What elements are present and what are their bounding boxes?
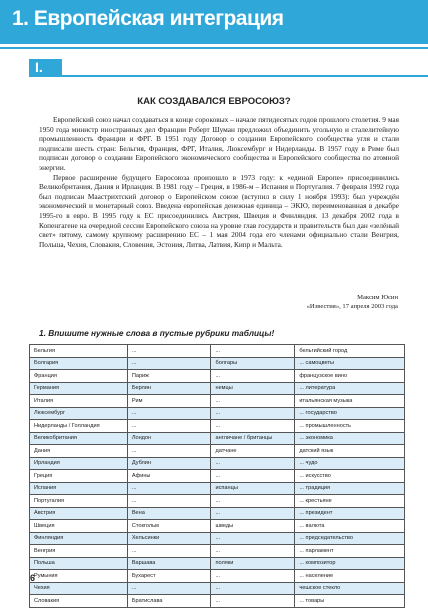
table-cell-blank[interactable]: ... председательство: [295, 532, 405, 545]
table-row: [30, 495, 405, 508]
table-cell: немцы: [211, 382, 295, 395]
table-cell-blank[interactable]: ...: [127, 420, 211, 433]
table-cell-blank[interactable]: ...: [127, 582, 211, 595]
table-row: [30, 470, 405, 483]
table-cell: болгары: [211, 357, 295, 370]
table-cell: Париж: [127, 370, 211, 383]
article-source: «Известия», 17 апреля 2003 года: [306, 303, 398, 310]
table-cell: англичане / британцы: [211, 432, 295, 445]
table-row: [30, 570, 405, 583]
article-body: [39, 115, 399, 249]
section-number: I.: [35, 59, 43, 75]
table-cell-blank[interactable]: ...: [211, 507, 295, 520]
table-cell-blank[interactable]: ...: [211, 495, 295, 508]
table-cell-blank[interactable]: ...: [211, 420, 295, 433]
table-cell: Швеция: [30, 520, 128, 533]
chapter-divider: [0, 47, 428, 49]
table-cell-blank[interactable]: ... государство: [295, 407, 405, 420]
table-cell-blank[interactable]: ... традиция: [295, 482, 405, 495]
table-cell-blank[interactable]: ... промышленность: [295, 420, 405, 433]
table-row: [30, 582, 405, 595]
table-cell-blank[interactable]: ... чудо: [295, 457, 405, 470]
table-row: [30, 532, 405, 545]
table-cell-blank[interactable]: ... композитор: [295, 557, 405, 570]
table-cell-blank[interactable]: ...: [211, 395, 295, 408]
table-row: [30, 445, 405, 458]
table-cell: Италия: [30, 395, 128, 408]
table-cell-blank[interactable]: ...: [211, 407, 295, 420]
table-cell-blank[interactable]: ...: [127, 495, 211, 508]
table-cell: Германия: [30, 382, 128, 395]
table-cell-blank[interactable]: ...: [127, 345, 211, 358]
table-row: [30, 382, 405, 395]
table-row: [30, 345, 405, 358]
table-cell-blank[interactable]: ...: [211, 370, 295, 383]
table-cell: поляки: [211, 557, 295, 570]
table-cell: Словакия: [30, 595, 128, 608]
table-cell-blank[interactable]: ...: [211, 457, 295, 470]
table-cell: чешское стекло: [295, 582, 405, 595]
table-cell: датчане: [211, 445, 295, 458]
table-cell: Дания: [30, 445, 128, 458]
table-cell: Румыния: [30, 570, 128, 583]
table-cell-blank[interactable]: ... товары: [295, 595, 405, 608]
table-row: [30, 357, 405, 370]
table-cell-blank[interactable]: ...: [211, 582, 295, 595]
table-cell-blank[interactable]: ... экономика: [295, 432, 405, 445]
table-cell-blank[interactable]: ...: [211, 532, 295, 545]
table-row: [30, 420, 405, 433]
table-cell: Ирландия: [30, 457, 128, 470]
table-row: [30, 545, 405, 558]
table-cell-blank[interactable]: ... искусство: [295, 470, 405, 483]
table-row: [30, 557, 405, 570]
table-cell: Великобритания: [30, 432, 128, 445]
chapter-header-band: [0, 0, 428, 44]
table-cell: Болгария: [30, 357, 128, 370]
table-cell: бельгийский город: [295, 345, 405, 358]
table-cell: Бельгия: [30, 345, 128, 358]
table-cell-blank[interactable]: ...: [211, 545, 295, 558]
section-divider: [62, 75, 428, 77]
table-cell: Вена: [127, 507, 211, 520]
table-cell: Финляндия: [30, 532, 128, 545]
table-cell: французское вино: [295, 370, 405, 383]
table-cell-blank[interactable]: ... литература: [295, 382, 405, 395]
table-row: [30, 520, 405, 533]
table-cell: испанцы: [211, 482, 295, 495]
article-title: КАК СОЗДАВАЛСЯ ЕВРОСОЮЗ?: [137, 96, 291, 107]
article-signature: [307, 293, 398, 311]
table-cell-blank[interactable]: ...: [211, 595, 295, 608]
table-cell: Хельсинки: [127, 532, 211, 545]
article-paragraph: Европейский союз начал создаваться в конце сороковых – начале пятидесятых годов прошлого столетия. 9 мая 1950 года министр иностранных дел Франции Роберт Шуман предложил объединить угольную и сталелитейную промышленность Франции и ФРГ. В 1951 году Договор о создании Европейского сообщества угля и стали подписали шесть стран: Бельгия, Франция, ФРГ, Италия, Люксембург и Нидерланды. В 1957 году в Риме был подписан договор о создании Европейского экономического сообщества и Европейского сообщества по атомной энергии.: [39, 115, 399, 172]
table-cell-blank[interactable]: ... крестьяне: [295, 495, 405, 508]
table-row: [30, 370, 405, 383]
table-row: [30, 395, 405, 408]
table-cell: Братислава: [127, 595, 211, 608]
table-cell: Венгрия: [30, 545, 128, 558]
table-cell: Польша: [30, 557, 128, 570]
table-cell: Бухарест: [127, 570, 211, 583]
table-cell-blank[interactable]: ...: [211, 570, 295, 583]
table-cell-blank[interactable]: ... президент: [295, 507, 405, 520]
table-cell-blank[interactable]: ... валюта: [295, 520, 405, 533]
table-cell: Нидерланды / Голландия: [30, 420, 128, 433]
table-cell: Лондон: [127, 432, 211, 445]
table-cell: Дублин: [127, 457, 211, 470]
table-cell-blank[interactable]: ... самоцветы: [295, 357, 405, 370]
table-cell: Австрия: [30, 507, 128, 520]
table-row: [30, 595, 405, 608]
table-cell: Берлин: [127, 382, 211, 395]
table-row: [30, 482, 405, 495]
table-cell: Стокгольм: [127, 520, 211, 533]
table-cell: Испания: [30, 482, 128, 495]
table-cell: Греция: [30, 470, 128, 483]
vocabulary-table: [29, 344, 405, 608]
article-author: Максим Юсин: [357, 294, 398, 301]
table-cell: Чехия: [30, 582, 128, 595]
task-instruction: 1. Впишите нужные слова в пустые рубрики таблицы!: [39, 328, 275, 338]
table-cell: шведы: [211, 520, 295, 533]
table-cell-blank[interactable]: ... парламент: [295, 545, 405, 558]
section-marker: [29, 59, 62, 77]
table-cell: Португалия: [30, 495, 128, 508]
table-row: [30, 407, 405, 420]
table-cell-blank[interactable]: ...: [211, 345, 295, 358]
chapter-title: 1. Европейская интеграция: [12, 7, 284, 30]
table-cell-blank[interactable]: ...: [127, 482, 211, 495]
table-cell: Рим: [127, 395, 211, 408]
table-cell-blank[interactable]: ...: [127, 445, 211, 458]
table-cell: Люксембург: [30, 407, 128, 420]
table-cell-blank[interactable]: ...: [127, 545, 211, 558]
table-cell-blank[interactable]: ...: [211, 470, 295, 483]
table-cell: датский язык: [295, 445, 405, 458]
table-row: [30, 457, 405, 470]
table-row: [30, 507, 405, 520]
table-cell: Франция: [30, 370, 128, 383]
table-cell: итальянская музыка: [295, 395, 405, 408]
table-cell: Варшава: [127, 557, 211, 570]
table-row: [30, 432, 405, 445]
article-paragraph: Первое расширение будущего Евросоюза произошло в 1973 году: к «единой Европе» присоединились Великобритания, Дания и Ирландия. В 1981 году – Греция, в 1986-м – Испания и Португалия. 7 февраля 1992 года был подписан Маастрихтский договор о Европейском союзе (вступил в силу 1 ноября 1993): был учреждён экономический и монетарный союз. Введена европейская денежная единица – ЭКЮ, переименованная в декабре 1995-го в евро. В 1995 году к ЕС присоединились Австрия, Швеция и Финляндия. 13 декабря 2002 года в Копенгагене на очередной сессии Европейского союза на уровне глав государств и правительств был дан «зелёный свет» пятому, самому крупному расширению ЕС – 1 мая 2004 года его членами официально стали Венгрия, Польша, Чехия, Словакия, Словения, Эстония, Литва, Латвия, Кипр и Мальта.: [39, 172, 399, 249]
table-cell: Афины: [127, 470, 211, 483]
table-cell-blank[interactable]: ... население: [295, 570, 405, 583]
page-number: 6: [30, 573, 36, 583]
table-cell-blank[interactable]: ...: [127, 357, 211, 370]
table-cell-blank[interactable]: ...: [127, 407, 211, 420]
